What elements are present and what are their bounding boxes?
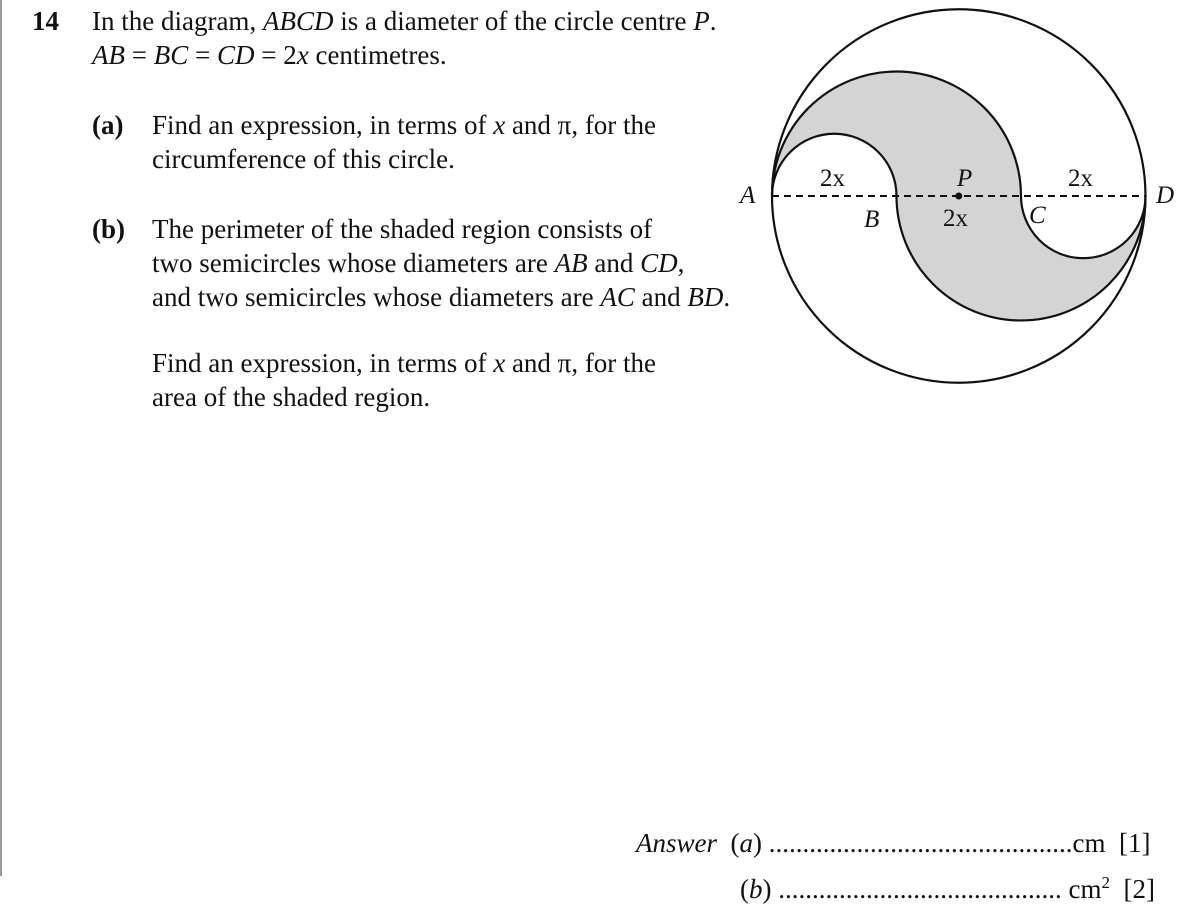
answer-b-marks: [2] [1123,874,1155,904]
label-p: P [957,165,973,192]
part-b-line-2: two semicircles whose diameters are AB and CD, [152,248,685,278]
label-a: A [740,182,756,209]
label-segment-ab: 2x [820,165,845,192]
label-segment-cd: 2x [1068,165,1093,192]
part-b-label: (b) [92,214,125,244]
answer-a-part: (a) [730,828,762,858]
part-b-line-3: and two semicircles whose diameters are AC and BD. [152,282,731,312]
answer-a-marks: [1] [1119,828,1151,858]
answer-a-unit: cm [1072,828,1106,858]
question-number: 14 [32,6,59,36]
answer-b-unit: cm [1068,874,1102,904]
intro-line-1: In the diagram, ABCD is a diameter of the circle centre P. [92,6,717,36]
label-b: B [864,206,880,233]
answer-row-b [740,866,1155,906]
centre-point [955,193,962,200]
part-b-line-4: Find an expression, in terms of x and π, for the [152,348,657,378]
part-b-line-1: The perimeter of the shaded region consists of [152,214,653,244]
label-c: C [1029,202,1046,229]
part-b-line-5: area of the shaded region. [152,382,431,412]
part-a-label: (a) [92,110,124,140]
answer-b-dots[interactable]: .......................................... [778,874,1062,904]
intro-line-2: AB = BC = CD = 2x centimetres. [92,40,447,70]
part-a-line-1: Find an expression, in terms of x and π, for the [152,110,657,140]
label-d: D [1156,182,1175,209]
answer-a-dots[interactable]: ............................................. [768,828,1073,858]
answer-row-a [636,826,1150,860]
circle-diagram [730,0,1200,400]
answer-b-part: (b) [740,874,772,904]
answer-word: Answer [636,828,717,858]
label-segment-bc: 2x [943,205,968,232]
answer-b-unit-sup: 2 [1101,873,1110,892]
part-a-line-2: circumference of this circle. [152,144,455,174]
